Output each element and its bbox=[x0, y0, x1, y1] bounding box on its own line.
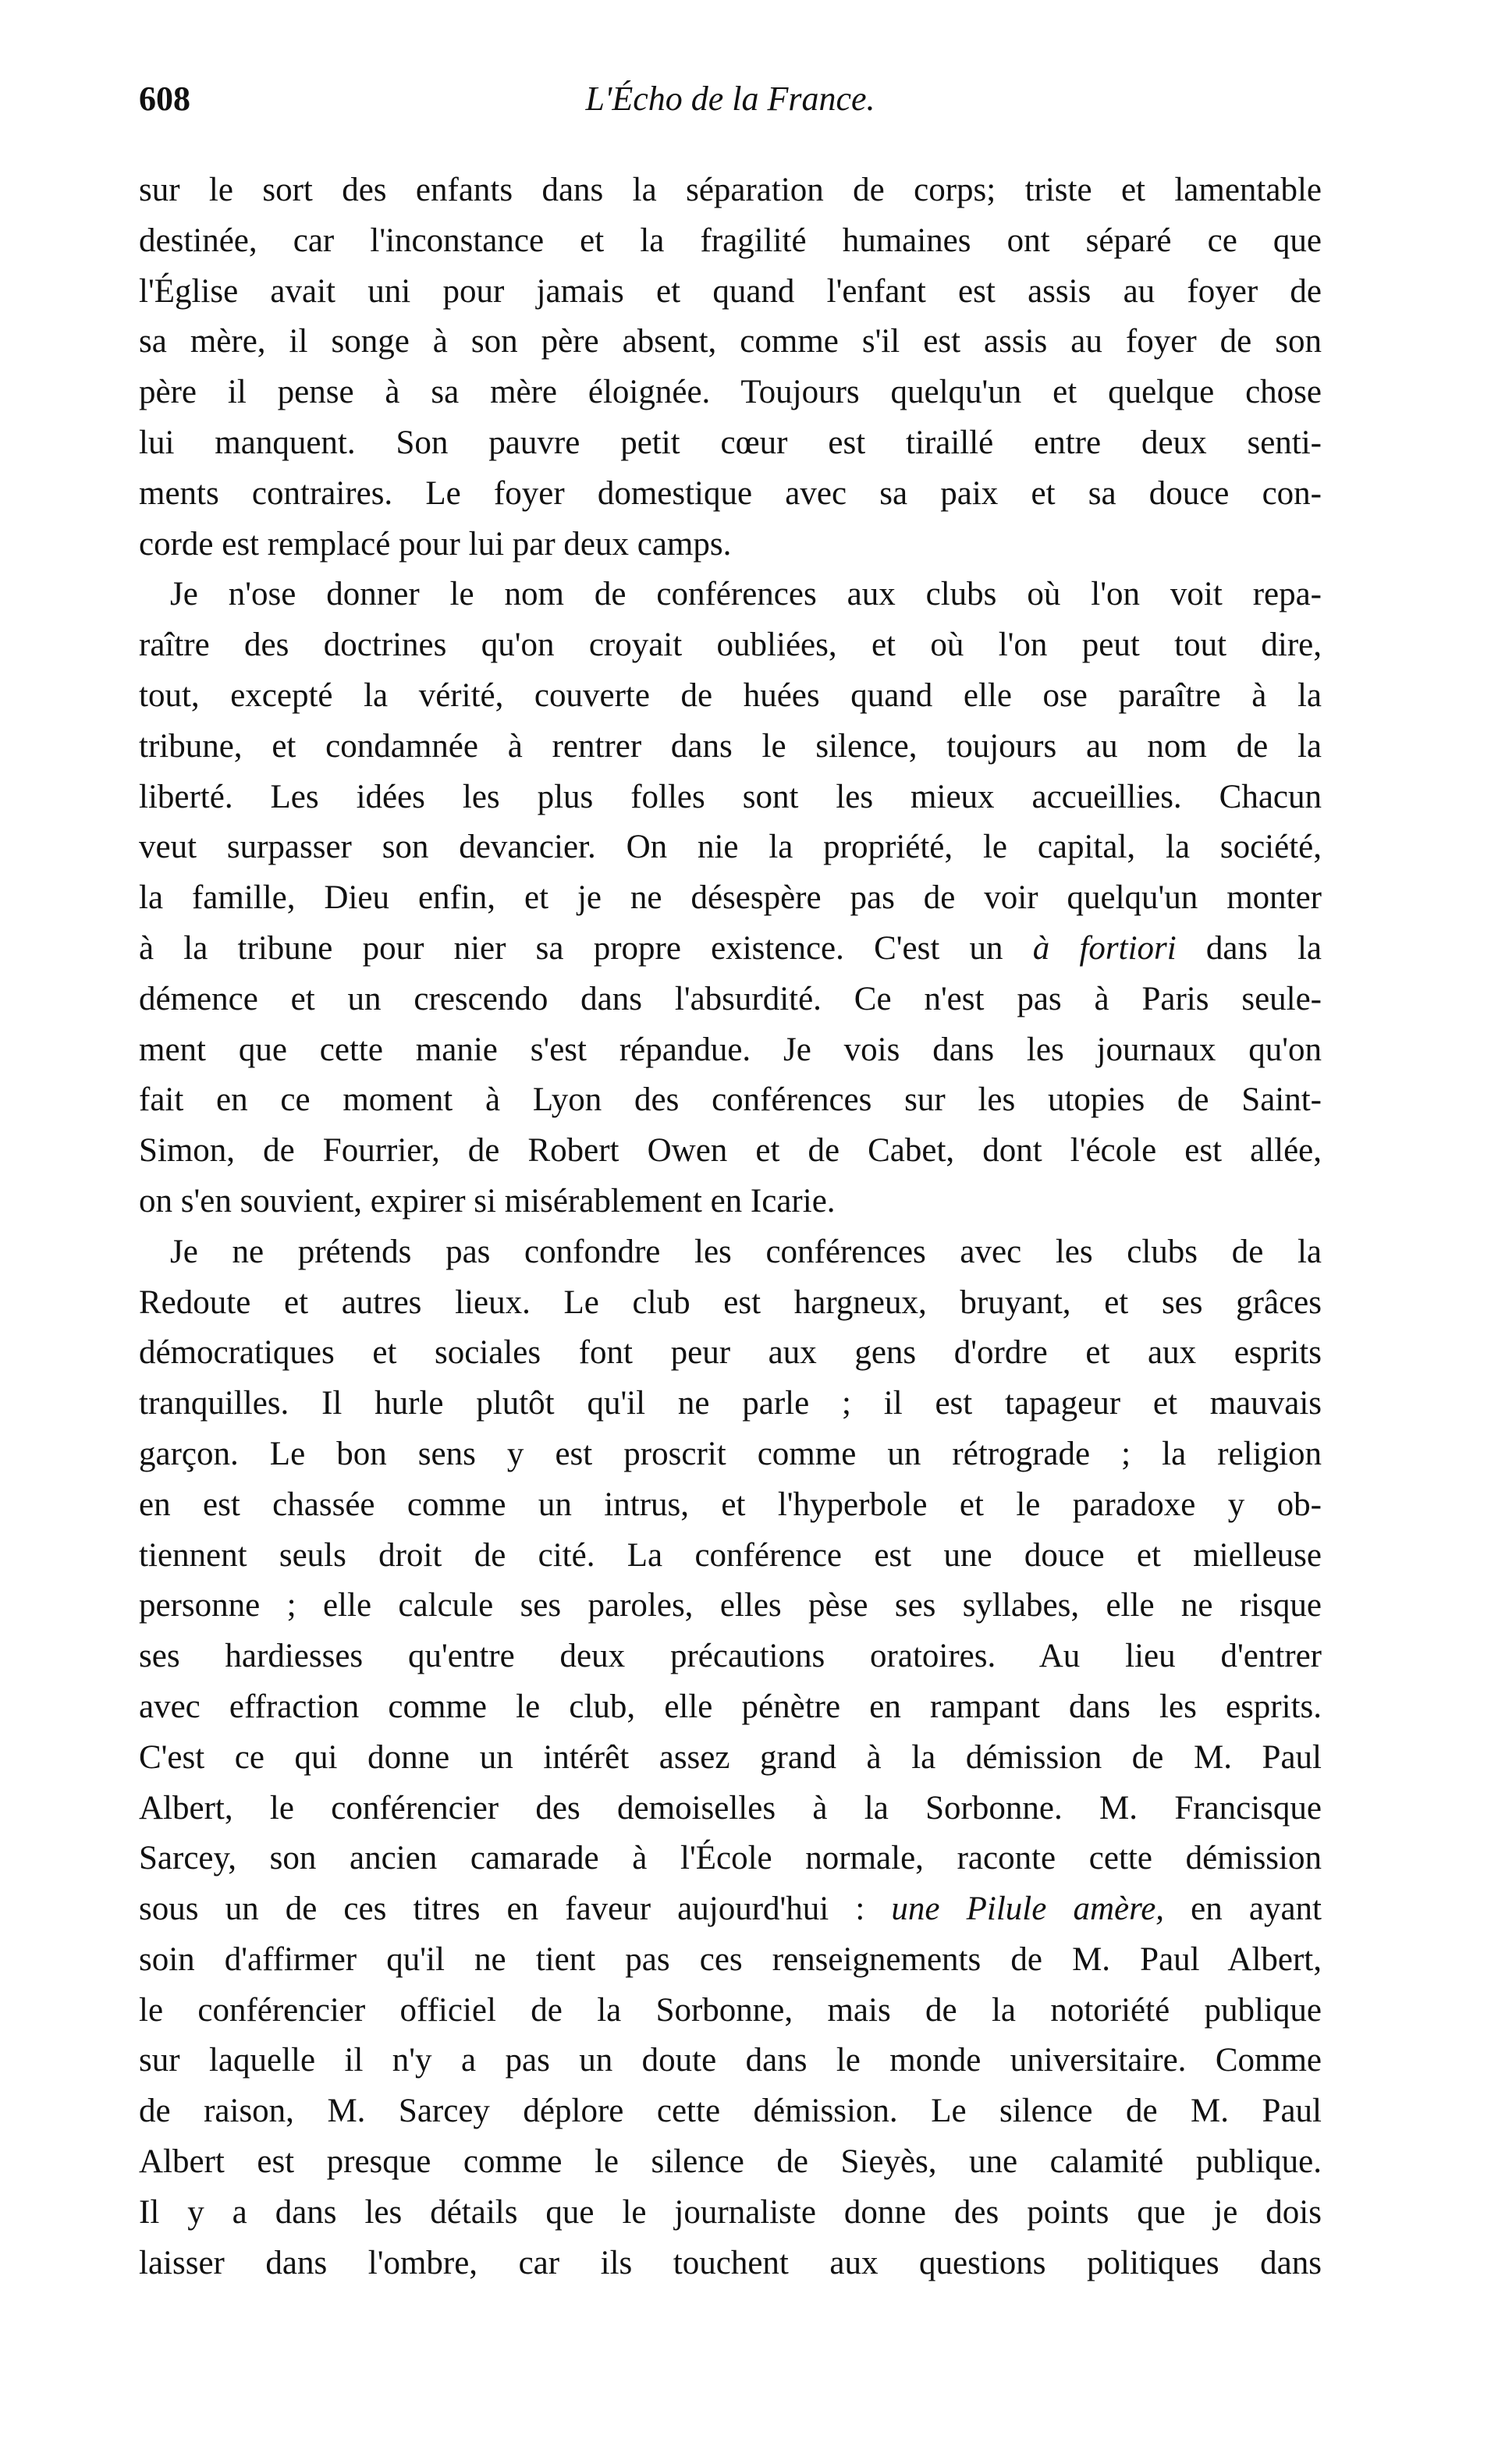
text-line: tout, excepté la vérité, couverte de huées quand elle ose paraître à la bbox=[139, 676, 1322, 714]
text-line: tiennent seuls droit de cité. La conférence est une douce et mielleuse bbox=[139, 1536, 1322, 1574]
italic-text: à fortiori bbox=[1032, 929, 1177, 967]
text-line: tribune, et condamnée à rentrer dans le silence, toujours au nom de la bbox=[139, 727, 1322, 765]
text-line: sur le sort des enfants dans la séparation de corps; triste et lamentable bbox=[139, 172, 1322, 208]
text-line: garçon. Le bon sens y est proscrit comme un rétrograde ; la religion bbox=[139, 1435, 1322, 1472]
text-line: démocratiques et sociales font peur aux gens d'ordre et aux esprits bbox=[139, 1334, 1322, 1372]
text-line: Je n'ose donner le nom de conférences aux clubs où l'on voit repa- bbox=[170, 576, 1322, 613]
text-line: l'Église avait uni pour jamais et quand l'enfant est assis au foyer de bbox=[139, 272, 1322, 310]
text-line: C'est ce qui donne un intérêt assez grand à la démission de M. Paul bbox=[139, 1738, 1322, 1776]
text-line: sa mère, il songe à son père absent, comme s'il est assis au foyer de son bbox=[139, 323, 1322, 360]
text-line: en est chassée comme un intrus, et l'hyperbole et le paradoxe y ob- bbox=[139, 1486, 1322, 1523]
text-line: sur laquelle il n'y a pas un doute dans le monde universitaire. Comme bbox=[139, 2042, 1322, 2079]
text-line: on s'en souvient, expirer si misérablement en Icarie. bbox=[139, 1182, 836, 1220]
page-number: 608 bbox=[139, 80, 190, 118]
text-line: veut surpasser son devancier. On nie la propriété, le capital, la société, bbox=[139, 829, 1322, 866]
text-line: Il y a dans les détails que le journaliste donne des points que je dois bbox=[139, 2193, 1322, 2231]
text-line: sous un de ces titres en faveur aujourd'hui : une Pilule amère, en ayant bbox=[139, 1891, 1322, 1928]
text-line: Simon, de Fourrier, de Robert Owen et de Cabet, dont l'école est allée, bbox=[139, 1132, 1322, 1170]
text-line: soin d'affirmer qu'il ne tient pas ces renseignements de M. Paul Albert, bbox=[139, 1940, 1322, 1978]
text-line: avec effraction comme le club, elle pénètre en rampant dans les esprits. bbox=[139, 1688, 1322, 1725]
body-text bbox=[139, 165, 1322, 2288]
text-line: à la tribune pour nier sa propre existence. C'est un à fortiori dans la bbox=[139, 929, 1322, 967]
text-line: de raison, M. Sarcey déplore cette démission. Le silence de M. Paul bbox=[139, 2093, 1322, 2130]
text-line: le conférencier officiel de la Sorbonne, mais de la notoriété publique bbox=[139, 1991, 1322, 2029]
italic-text: une Pilule amère, bbox=[891, 1891, 1165, 1928]
text-line: liberté. Les idées les plus folles sont les mieux accueillies. Chacun bbox=[139, 778, 1322, 815]
text-line: personne ; elle calcule ses paroles, elles pèse ses syllabes, elle ne risque bbox=[139, 1587, 1322, 1624]
running-head bbox=[139, 72, 1322, 126]
text-line: ses hardiesses qu'entre deux précautions oratoires. Au lieu d'entrer bbox=[139, 1638, 1322, 1675]
text-line: destinée, car l'inconstance et la fragilité humaines ont séparé ce que bbox=[139, 222, 1322, 259]
text-line: Redoute et autres lieux. Le club est hargneux, bruyant, et ses grâces bbox=[139, 1283, 1322, 1321]
text-line: Je ne prétends pas confondre les conférences avec les clubs de la bbox=[170, 1233, 1322, 1270]
text-line: Albert, le conférencier des demoiselles à la Sorbonne. M. Francisque bbox=[139, 1789, 1322, 1827]
text-line: raître des doctrines qu'on croyait oubliées, et où l'on peut tout dire, bbox=[139, 627, 1322, 664]
text-line: père il pense à sa mère éloignée. Toujours quelqu'un et quelque chose bbox=[139, 374, 1322, 411]
text-line: tranquilles. Il hurle plutôt qu'il ne parle ; il est tapageur et mauvais bbox=[139, 1385, 1322, 1422]
text-line: laisser dans l'ombre, car ils touchent aux questions politiques dans bbox=[139, 2244, 1322, 2281]
text-line: ment que cette manie s'est répandue. Je vois dans les journaux qu'on bbox=[139, 1031, 1322, 1068]
text-line: ments contraires. Le foyer domestique avec sa paix et sa douce con- bbox=[139, 474, 1322, 512]
running-title: L'Écho de la France. bbox=[585, 80, 875, 118]
text-line: Albert est presque comme le silence de Sieyès, une calamité publique. bbox=[139, 2143, 1322, 2181]
text-line: fait en ce moment à Lyon des conférences sur les utopies de Saint- bbox=[139, 1081, 1322, 1119]
text-line: corde est remplacé pour lui par deux camps. bbox=[139, 525, 732, 563]
text-line: lui manquent. Son pauvre petit cœur est tiraillé entre deux senti- bbox=[139, 424, 1322, 461]
text-line: la famille, Dieu enfin, et je ne désespère pas de voir quelqu'un monter bbox=[139, 879, 1322, 917]
text-line: Sarcey, son ancien camarade à l'École normale, raconte cette démission bbox=[139, 1840, 1322, 1877]
text-line: démence et un crescendo dans l'absurdité. Ce n'est pas à Paris seule- bbox=[139, 980, 1322, 1017]
